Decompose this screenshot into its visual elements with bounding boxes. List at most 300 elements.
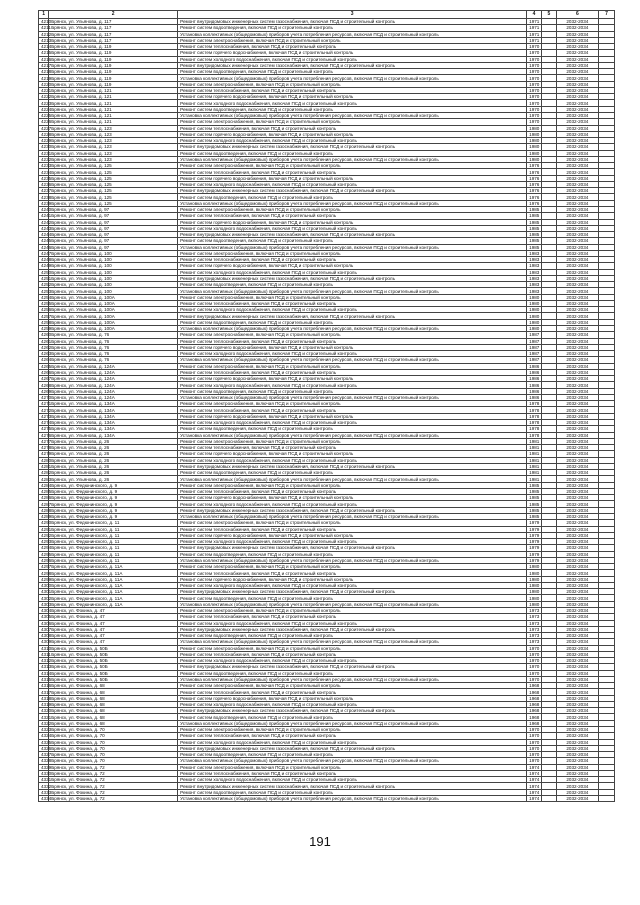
row-number-cell: 4233 <box>39 163 49 169</box>
planned-period-cell: 2032-2034 <box>556 495 598 501</box>
build-year-cell: 1980 <box>527 300 542 306</box>
planned-period-cell: 2032-2034 <box>556 451 598 457</box>
address-cell: Брянск, ул. Ульянова, д. 97 <box>49 244 178 250</box>
work-type-cell: Установка коллективных (общедомовых) приборов учета потребления ресурсов, включая ПСД и строительный контроль <box>178 357 527 363</box>
address-cell: Брянск, ул. Фокина, д. 68 <box>49 701 178 707</box>
column-header-6: 6 <box>556 11 598 19</box>
address-cell: Брянск, ул. Фокина, д. 47 <box>49 633 178 639</box>
work-type-cell: Ремонт систем теплоснабжения, включая ПСД и строительный контроль <box>178 44 527 50</box>
work-type-cell: Ремонт систем водоотведения, включая ПСД и строительный контроль <box>178 238 527 244</box>
row-number-cell: 4284 <box>39 482 49 488</box>
table-body <box>39 19 615 802</box>
row-number-cell: 4280 <box>39 457 49 463</box>
row-number-cell: 4270 <box>39 394 49 400</box>
planned-period-cell: 2032-2034 <box>556 300 598 306</box>
build-year-cell: 1978 <box>527 420 542 426</box>
planned-period-cell: 2032-2034 <box>556 150 598 156</box>
row-number-cell: 4217 <box>39 62 49 68</box>
work-type-cell: Ремонт систем электроснабжения, включая ПСД и строительный контроль <box>178 401 527 407</box>
build-year-cell: 1980 <box>527 564 542 570</box>
build-year-cell: 1985 <box>527 206 542 212</box>
planned-period-cell: 2032-2034 <box>556 144 598 150</box>
row-number-cell: 4333 <box>39 789 49 795</box>
work-type-cell: Ремонт систем горячего водоснабжения, включая ПСД и строительный контроль <box>178 50 527 56</box>
address-cell: Брянск, ул. Федюнинского, д. 11 <box>49 539 178 545</box>
row-number-cell: 4252 <box>39 282 49 288</box>
work-type-cell: Ремонт систем электроснабжения, включая ПСД и строительный контроль <box>178 37 527 43</box>
address-cell: Брянск, ул. Фокина, д. 72 <box>49 783 178 789</box>
build-year-cell: 1980 <box>527 150 542 156</box>
row-number-cell: 4260 <box>39 332 49 338</box>
planned-period-cell: 2032-2034 <box>556 119 598 125</box>
build-year-cell: 1970 <box>527 752 542 758</box>
address-cell: Брянск, ул. Ульянова, д. 100А <box>49 319 178 325</box>
address-cell: Брянск, ул. Федюнинского, д. 9 <box>49 495 178 501</box>
address-cell: Брянск, ул. Ульянова, д. 124А <box>49 376 178 382</box>
address-cell: Брянск, ул. Фокина, д. 50Б <box>49 651 178 657</box>
row-number-cell: 4239 <box>39 200 49 206</box>
address-cell: Брянск, ул. Фокина, д. 72 <box>49 770 178 776</box>
work-type-cell: Ремонт систем электроснабжения, включая ПСД и строительный контроль <box>178 482 527 488</box>
address-cell: Брянск, ул. Ульянова, д. 97 <box>49 213 178 219</box>
col-5-cell <box>541 795 556 801</box>
work-type-cell: Установка коллективных (общедомовых) приборов учета потребления ресурсов, включая ПСД и строительный контроль <box>178 513 527 519</box>
planned-period-cell: 2032-2034 <box>556 407 598 413</box>
address-cell: Брянск, ул. Ульянова, д. 97 <box>49 219 178 225</box>
build-year-cell: 1985 <box>527 219 542 225</box>
build-year-cell: 1979 <box>527 520 542 526</box>
address-cell: Брянск, ул. Ульянова, д. 123 <box>49 125 178 131</box>
work-type-cell: Ремонт внутридомовых инженерных систем газоснабжения, включая ПСД и строительный контроль <box>178 62 527 68</box>
work-type-cell: Ремонт систем горячего водоснабжения, включая ПСД и строительный контроль <box>178 376 527 382</box>
planned-period-cell: 2032-2034 <box>556 307 598 313</box>
work-type-cell: Ремонт систем горячего водоснабжения, включая ПСД и строительный контроль <box>178 532 527 538</box>
planned-period-cell: 2032-2034 <box>556 507 598 513</box>
planned-period-cell: 2032-2034 <box>556 526 598 532</box>
address-cell: Брянск, ул. Ульянова, д. 100 <box>49 250 178 256</box>
work-type-cell: Ремонт систем горячего водоснабжения, включая ПСД и строительный контроль <box>178 94 527 100</box>
work-type-cell: Ремонт систем электроснабжения, включая ПСД и строительный контроль <box>178 645 527 651</box>
planned-period-cell: 2032-2034 <box>556 163 598 169</box>
planned-period-cell: 2032-2034 <box>556 582 598 588</box>
planned-period-cell: 2032-2034 <box>556 31 598 37</box>
row-number-cell: 4314 <box>39 670 49 676</box>
work-type-cell: Ремонт внутридомовых инженерных систем газоснабжения, включая ПСД и строительный контроль <box>178 313 527 319</box>
work-type-cell: Установка коллективных (общедомовых) приборов учета потребления ресурсов, включая ПСД и строительный контроль <box>178 156 527 162</box>
work-type-cell: Ремонт систем холодного водоснабжения, включая ПСД и строительный контроль <box>178 56 527 62</box>
work-type-cell: Ремонт систем холодного водоснабжения, включая ПСД и строительный контроль <box>178 181 527 187</box>
address-cell: Брянск, ул. Федюнинского, д. 11 <box>49 557 178 563</box>
work-type-cell: Ремонт систем холодного водоснабжения, включая ПСД и строительный контроль <box>178 138 527 144</box>
work-type-cell: Ремонт систем холодного водоснабжения, включая ПСД и строительный контроль <box>178 269 527 275</box>
build-year-cell: 1981 <box>527 457 542 463</box>
address-cell: Брянск, ул. Ульянова, д. 121 <box>49 94 178 100</box>
address-cell: Брянск, ул. Ульянова, д. 124А <box>49 382 178 388</box>
address-cell: Брянск, ул. Ульянова, д. 97 <box>49 232 178 238</box>
planned-period-cell: 2032-2034 <box>556 294 598 300</box>
planned-period-cell: 2032-2034 <box>556 457 598 463</box>
planned-period-cell: 2032-2034 <box>556 545 598 551</box>
row-number-cell: 4231 <box>39 150 49 156</box>
row-number-cell: 4296 <box>39 557 49 563</box>
row-number-cell: 4295 <box>39 551 49 557</box>
row-number-cell: 4307 <box>39 626 49 632</box>
address-cell: Брянск, ул. Фокина, д. 68 <box>49 695 178 701</box>
planned-period-cell: 2032-2034 <box>556 332 598 338</box>
row-number-cell: 4285 <box>39 488 49 494</box>
row-number-cell: 4251 <box>39 275 49 281</box>
work-type-cell: Ремонт систем электроснабжения, включая ПСД и строительный контроль <box>178 683 527 689</box>
work-type-cell: Ремонт систем холодного водоснабжения, включая ПСД и строительный контроль <box>178 701 527 707</box>
build-year-cell: 1981 <box>527 451 542 457</box>
work-type-cell: Установка коллективных (общедомовых) приборов учета потребления ресурсов, включая ПСД и строительный контроль <box>178 795 527 801</box>
address-cell: Брянск, ул. Фокина, д. 70 <box>49 752 178 758</box>
work-type-cell: Ремонт внутридомовых инженерных систем газоснабжения, включая ПСД и строительный контроль <box>178 626 527 632</box>
address-cell: Брянск, ул. Ульянова, д. 119 <box>49 62 178 68</box>
row-number-cell: 4288 <box>39 507 49 513</box>
row-number-cell: 4316 <box>39 683 49 689</box>
planned-period-cell: 2032-2034 <box>556 620 598 626</box>
address-cell: Брянск, ул. Федюнинского, д. 9 <box>49 501 178 507</box>
table-header <box>39 11 615 19</box>
planned-period-cell: 2032-2034 <box>556 438 598 444</box>
build-year-cell: 1978 <box>527 426 542 432</box>
build-year-cell: 1970 <box>527 727 542 733</box>
build-year-cell: 1979 <box>527 557 542 563</box>
row-number-cell: 4268 <box>39 382 49 388</box>
build-year-cell: 1974 <box>527 783 542 789</box>
row-number-cell: 4299 <box>39 576 49 582</box>
planned-period-cell: 2032-2034 <box>556 413 598 419</box>
work-type-cell: Ремонт систем горячего водоснабжения, включая ПСД и строительный контроль <box>178 695 527 701</box>
row-number-cell: 4322 <box>39 720 49 726</box>
work-type-cell: Ремонт систем холодного водоснабжения, включая ПСД и строительный контроль <box>178 739 527 745</box>
build-year-cell: 1974 <box>527 764 542 770</box>
work-type-cell: Установка коллективных (общедомовых) приборов учета потребления ресурсов, включая ПСД и строительный контроль <box>178 244 527 250</box>
address-cell: Брянск, ул. Ульянова, д. 97 <box>49 238 178 244</box>
work-type-cell: Ремонт систем теплоснабжения, включая ПСД и строительный контроль <box>178 169 527 175</box>
build-year-cell: 1970 <box>527 56 542 62</box>
build-year-cell: 1986 <box>527 376 542 382</box>
work-type-cell: Установка коллективных (общедомовых) приборов учета потребления ресурсов, включая ПСД и строительный контроль <box>178 557 527 563</box>
work-type-cell: Установка коллективных (общедомовых) приборов учета потребления ресурсов, включая ПСД и строительный контроль <box>178 601 527 607</box>
row-number-cell: 4215 <box>39 50 49 56</box>
build-year-cell: 1980 <box>527 144 542 150</box>
planned-period-cell: 2032-2034 <box>556 564 598 570</box>
row-number-cell: 4332 <box>39 783 49 789</box>
work-type-cell: Установка коллективных (общедомовых) приборов учета потребления ресурсов, включая ПСД и строительный контроль <box>178 31 527 37</box>
planned-period-cell: 2032-2034 <box>556 520 598 526</box>
row-number-cell: 4261 <box>39 338 49 344</box>
planned-period-cell: 2032-2034 <box>556 100 598 106</box>
planned-period-cell: 2032-2034 <box>556 727 598 733</box>
row-number-cell: 4310 <box>39 645 49 651</box>
address-cell: Брянск, ул. Ульянова, д. 124А <box>49 369 178 375</box>
address-cell: Брянск, ул. Фокина, д. 50Б <box>49 658 178 664</box>
row-number-cell: 4259 <box>39 326 49 332</box>
build-year-cell: 1970 <box>527 664 542 670</box>
row-number-cell: 4269 <box>39 388 49 394</box>
work-type-cell: Ремонт систем холодного водоснабжения, включая ПСД и строительный контроль <box>178 100 527 106</box>
row-number-cell: 4292 <box>39 532 49 538</box>
col-7-cell <box>598 795 614 801</box>
build-year-cell: 1980 <box>527 570 542 576</box>
address-cell: Брянск, ул. Фокина, д. 72 <box>49 795 178 801</box>
row-number-cell: 4272 <box>39 407 49 413</box>
row-number-cell: 4256 <box>39 307 49 313</box>
planned-period-cell: 2032-2034 <box>556 664 598 670</box>
address-cell: Брянск, ул. Ульянова, д. 125 <box>49 194 178 200</box>
column-header-5: 5 <box>541 11 556 19</box>
row-number-cell: 4271 <box>39 401 49 407</box>
row-number-cell: 4224 <box>39 106 49 112</box>
planned-period-cell: 2032-2034 <box>556 62 598 68</box>
row-number-cell: 4213 <box>39 37 49 43</box>
address-cell: Брянск, ул. Ульянова, д. 117 <box>49 37 178 43</box>
build-year-cell: 1976 <box>527 194 542 200</box>
work-type-cell: Ремонт систем теплоснабжения, включая ПСД и строительный контроль <box>178 369 527 375</box>
address-cell: Брянск, ул. Ульянова, д. 76 <box>49 332 178 338</box>
address-cell: Брянск, ул. Ульянова, д. 100 <box>49 282 178 288</box>
planned-period-cell: 2032-2034 <box>556 570 598 576</box>
work-type-cell: Ремонт систем электроснабжения, включая ПСД и строительный контроль <box>178 206 527 212</box>
planned-period-cell: 2032-2034 <box>556 752 598 758</box>
build-year-cell: 1970 <box>527 758 542 764</box>
address-cell: Брянск, ул. Ульянова, д. 26 <box>49 457 178 463</box>
work-type-cell: Ремонт систем теплоснабжения, включая ПСД и строительный контроль <box>178 488 527 494</box>
address-cell: Брянск, ул. Ульянова, д. 76 <box>49 344 178 350</box>
row-number-cell: 4225 <box>39 112 49 118</box>
build-year-cell: 1970 <box>527 745 542 751</box>
row-number-cell: 4222 <box>39 94 49 100</box>
address-cell: Брянск, ул. Фокина, д. 70 <box>49 733 178 739</box>
planned-period-cell: 2032-2034 <box>556 138 598 144</box>
row-number-cell: 4309 <box>39 639 49 645</box>
work-type-cell: Ремонт систем теплоснабжения, включая ПСД и строительный контроль <box>178 614 527 620</box>
address-cell: Брянск, ул. Федюнинского, д. 11А <box>49 570 178 576</box>
address-cell: Брянск, ул. Фокина, д. 68 <box>49 714 178 720</box>
planned-period-cell: 2032-2034 <box>556 369 598 375</box>
build-year-cell: 1970 <box>527 658 542 664</box>
planned-period-cell: 2032-2034 <box>556 125 598 131</box>
address-cell: Брянск, ул. Фокина, д. 72 <box>49 777 178 783</box>
build-year-cell: 1986 <box>527 388 542 394</box>
row-number-cell: 4303 <box>39 601 49 607</box>
work-type-cell: Ремонт систем горячего водоснабжения, включая ПСД и строительный контроль <box>178 263 527 269</box>
row-number-cell: 4298 <box>39 570 49 576</box>
planned-period-cell: 2032-2034 <box>556 551 598 557</box>
address-cell: Брянск, ул. Фокина, д. 47 <box>49 639 178 645</box>
address-cell: Брянск, ул. Ульянова, д. 121 <box>49 87 178 93</box>
address-cell: Брянск, ул. Ульянова, д. 125 <box>49 188 178 194</box>
address-cell: Брянск, ул. Ульянова, д. 134А <box>49 413 178 419</box>
row-number-cell: 4317 <box>39 689 49 695</box>
row-number-cell: 4308 <box>39 633 49 639</box>
work-type-cell: Ремонт внутридомовых инженерных систем газоснабжения, включая ПСД и строительный контроль <box>178 232 527 238</box>
address-cell: Брянск, ул. Ульянова, д. 100 <box>49 288 178 294</box>
address-cell: Брянск, ул. Ульянова, д. 26 <box>49 445 178 451</box>
work-type-cell: Ремонт систем водоотведения, включая ПСД и строительный контроль <box>178 319 527 325</box>
planned-period-cell: 2032-2034 <box>556 382 598 388</box>
planned-period-cell: 2032-2034 <box>556 376 598 382</box>
work-type-cell: Установка коллективных (общедомовых) приборов учета потребления ресурсов, включая ПСД и строительный контроль <box>178 432 527 438</box>
planned-period-cell: 2032-2034 <box>556 626 598 632</box>
column-header-4: 4 <box>527 11 542 19</box>
address-cell: Брянск, ул. Ульянова, д. 121 <box>49 100 178 106</box>
build-year-cell: 1985 <box>527 232 542 238</box>
work-type-cell: Ремонт внутридомовых инженерных систем газоснабжения, включая ПСД и строительный контроль <box>178 144 527 150</box>
row-number-cell: 4254 <box>39 294 49 300</box>
work-type-cell: Ремонт систем холодного водоснабжения, включая ПСД и строительный контроль <box>178 501 527 507</box>
build-year-cell: 1987 <box>527 351 542 357</box>
build-year-cell: 1980 <box>527 326 542 332</box>
row-number-cell: 4267 <box>39 376 49 382</box>
address-cell: Брянск, ул. Ульянова, д. 123 <box>49 150 178 156</box>
build-year-cell: 1980 <box>527 313 542 319</box>
build-year-cell: 1985 <box>527 238 542 244</box>
address-cell: Брянск, ул. Ульянова, д. 125 <box>49 181 178 187</box>
row-number-cell: 4302 <box>39 595 49 601</box>
planned-period-cell: 2032-2034 <box>556 420 598 426</box>
work-type-cell: Установка коллективных (общедомовых) приборов учета потребления ресурсов, включая ПСД и строительный контроль <box>178 720 527 726</box>
address-cell: Брянск, ул. Ульянова, д. 97 <box>49 206 178 212</box>
row-number-cell: 4219 <box>39 75 49 81</box>
work-type-cell: Ремонт систем водоотведения, включая ПСД и строительный контроль <box>178 25 527 31</box>
planned-period-cell: 2032-2034 <box>556 501 598 507</box>
row-number-cell: 4315 <box>39 676 49 682</box>
planned-period-cell: 2032-2034 <box>556 288 598 294</box>
build-year-cell: 1983 <box>527 282 542 288</box>
row-number-cell: 4255 <box>39 300 49 306</box>
address-cell: Брянск, ул. Федюнинского, д. 11А <box>49 589 178 595</box>
build-year-cell: 1970 <box>527 733 542 739</box>
build-year-cell: 1978 <box>527 413 542 419</box>
build-year-cell: 1986 <box>527 363 542 369</box>
build-year-cell: 1968 <box>527 689 542 695</box>
planned-period-cell: 2032-2034 <box>556 714 598 720</box>
planned-period-cell: 2032-2034 <box>556 476 598 482</box>
row-number-cell: 4281 <box>39 463 49 469</box>
row-number-cell: 4319 <box>39 701 49 707</box>
planned-period-cell: 2032-2034 <box>556 44 598 50</box>
row-number-cell: 4266 <box>39 369 49 375</box>
address-cell: Брянск, ул. Ульянова, д. 100 <box>49 275 178 281</box>
planned-period-cell: 2032-2034 <box>556 181 598 187</box>
work-type-cell: Ремонт систем холодного водоснабжения, включая ПСД и строительный контроль <box>178 382 527 388</box>
address-cell: Брянск, ул. Федюнинского, д. 9 <box>49 488 178 494</box>
planned-period-cell: 2032-2034 <box>556 651 598 657</box>
build-year-cell: 1973 <box>527 626 542 632</box>
planned-period-cell: 2032-2034 <box>556 388 598 394</box>
build-year-cell: 1968 <box>527 708 542 714</box>
work-type-cell: Ремонт систем теплоснабжения, включая ПСД и строительный контроль <box>178 257 527 263</box>
build-year-cell: 1968 <box>527 714 542 720</box>
address-cell: Брянск, ул. Ульянова, д. 100А <box>49 313 178 319</box>
build-year-cell: 1971 <box>527 25 542 31</box>
work-type-cell: Ремонт систем горячего водоснабжения, включая ПСД и строительный контроль <box>178 175 527 181</box>
row-number-cell: 4305 <box>39 614 49 620</box>
work-type-cell: Ремонт систем водоотведения, включая ПСД и строительный контроль <box>178 426 527 432</box>
row-number-cell: 4248 <box>39 257 49 263</box>
page-number: 191 <box>309 834 331 849</box>
work-type-cell: Ремонт внутридомовых инженерных систем газоснабжения, включая ПСД и строительный контроль <box>178 589 527 595</box>
build-year-cell: 1981 <box>527 445 542 451</box>
build-year-cell: 1983 <box>527 257 542 263</box>
planned-period-cell: 2032-2034 <box>556 338 598 344</box>
column-header-7: 7 <box>598 11 614 19</box>
planned-period-cell: 2032-2034 <box>556 758 598 764</box>
work-type-cell: Ремонт внутридомовых инженерных систем газоснабжения, включая ПСД и строительный контроль <box>178 19 527 25</box>
row-number-cell: 4286 <box>39 495 49 501</box>
planned-period-cell: 2032-2034 <box>556 219 598 225</box>
planned-period-cell: 2032-2034 <box>556 426 598 432</box>
planned-period-cell: 2032-2034 <box>556 106 598 112</box>
work-type-cell: Ремонт систем водоотведения, включая ПСД и строительный контроль <box>178 194 527 200</box>
address-cell: Брянск, ул. Ульянова, д. 76 <box>49 357 178 363</box>
address-cell: Брянск, ул. Ульянова, д. 134А <box>49 407 178 413</box>
address-cell: Брянск, ул. Ульянова, д. 123 <box>49 144 178 150</box>
address-cell: Брянск, ул. Фокина, д. 50Б <box>49 676 178 682</box>
build-year-cell: 1985 <box>527 495 542 501</box>
work-type-cell: Установка коллективных (общедомовых) приборов учета потребления ресурсов, включая ПСД и строительный контроль <box>178 112 527 118</box>
row-number-cell: 4304 <box>39 607 49 613</box>
work-type-cell: Ремонт систем водоотведения, включая ПСД и строительный контроль <box>178 551 527 557</box>
address-cell: Брянск, ул. Ульянова, д. 121 <box>49 119 178 125</box>
planned-period-cell: 2032-2034 <box>556 394 598 400</box>
row-number-cell: 4244 <box>39 232 49 238</box>
planned-period-cell: 2032-2034 <box>556 739 598 745</box>
build-year-cell: 1981 <box>527 476 542 482</box>
address-cell: Брянск, ул. Ульянова, д. 26 <box>49 463 178 469</box>
planned-period-cell: 2032-2034 <box>556 25 598 31</box>
build-year-cell: 1979 <box>527 545 542 551</box>
address-cell: Брянск, ул. Федюнинского, д. 11 <box>49 526 178 532</box>
planned-period-cell: 2032-2034 <box>556 263 598 269</box>
planned-period-cell: 2032-2034 <box>556 445 598 451</box>
build-year-cell: 1980 <box>527 595 542 601</box>
column-header-1: 1 <box>39 11 49 19</box>
work-type-cell: Ремонт внутридомовых инженерных систем газоснабжения, включая ПСД и строительный контроль <box>178 664 527 670</box>
work-type-cell: Ремонт систем электроснабжения, включая ПСД и строительный контроль <box>178 764 527 770</box>
work-type-cell: Ремонт внутридомовых инженерных систем газоснабжения, включая ПСД и строительный контроль <box>178 745 527 751</box>
work-type-cell: Ремонт систем холодного водоснабжения, включая ПСД и строительный контроль <box>178 457 527 463</box>
planned-period-cell: 2032-2034 <box>556 238 598 244</box>
row-number-cell: 4297 <box>39 564 49 570</box>
work-type-cell: Ремонт систем теплоснабжения, включая ПСД и строительный контроль <box>178 445 527 451</box>
address-cell: Брянск, ул. Ульянова, д. 117 <box>49 19 178 25</box>
planned-period-cell: 2032-2034 <box>556 614 598 620</box>
planned-period-cell: 2032-2034 <box>556 482 598 488</box>
work-type-cell: Ремонт систем водоотведения, включая ПСД и строительный контроль <box>178 470 527 476</box>
address-cell: Брянск, ул. Ульянова, д. 100А <box>49 307 178 313</box>
work-type-cell: Ремонт систем водоотведения, включая ПСД и строительный контроль <box>178 282 527 288</box>
planned-period-cell: 2032-2034 <box>556 275 598 281</box>
work-type-cell: Ремонт систем электроснабжения, включая ПСД и строительный контроль <box>178 564 527 570</box>
build-year-cell: 1970 <box>527 645 542 651</box>
work-type-cell: Ремонт внутридомовых инженерных систем газоснабжения, включая ПСД и строительный контроль <box>178 783 527 789</box>
work-type-cell: Ремонт систем холодного водоснабжения, включая ПСД и строительный контроль <box>178 351 527 357</box>
row-number-cell: 4290 <box>39 520 49 526</box>
build-year-cell: 1987 <box>527 332 542 338</box>
planned-period-cell: 2032-2034 <box>556 188 598 194</box>
planned-period-cell: 2032-2034 <box>556 639 598 645</box>
row-number-cell: 4289 <box>39 513 49 519</box>
row-number-cell: 4264 <box>39 357 49 363</box>
planned-period-cell: 2032-2034 <box>556 770 598 776</box>
address-cell: Брянск, ул. Ульянова, д. 26 <box>49 451 178 457</box>
row-number-cell: 4246 <box>39 244 49 250</box>
planned-period-cell: 2032-2034 <box>556 513 598 519</box>
